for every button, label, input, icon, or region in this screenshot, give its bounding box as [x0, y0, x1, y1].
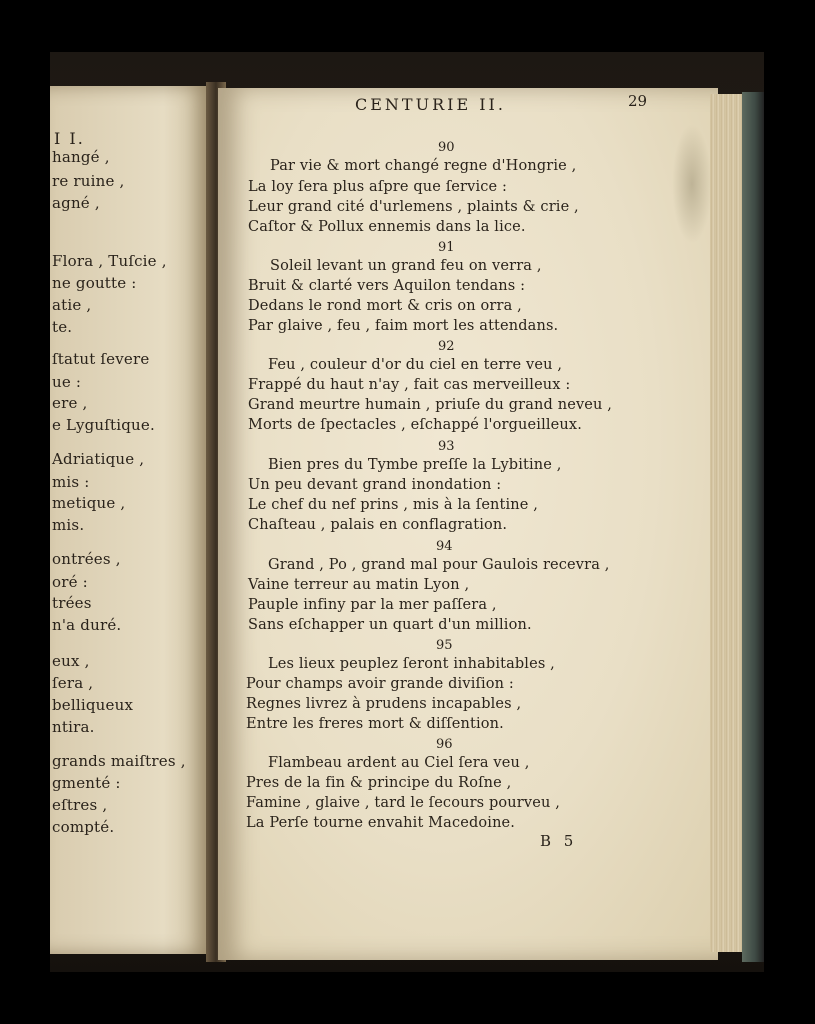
left-line: grands maiſtres ,	[52, 752, 186, 770]
quatrain-number: 95	[436, 638, 453, 653]
left-page-header: I I.	[54, 129, 85, 148]
left-line: ere ,	[52, 394, 88, 412]
quatrain-number: 96	[436, 737, 453, 752]
left-line: ne goutte :	[52, 274, 137, 292]
left-line: ue :	[52, 373, 82, 391]
left-line: gmenté :	[52, 774, 121, 792]
verse-line: Regnes livrez à prudens incapables ,	[246, 696, 522, 712]
verse-line: Grand meurtre humain , priuſe du grand neveu ,	[248, 397, 613, 413]
verse-line: Pauple infiny par la mer paſſera ,	[248, 597, 497, 613]
quatrain-number: 94	[436, 539, 453, 554]
verse-line: Grand , Po , grand mal pour Gaulois recevra ,	[268, 557, 610, 573]
verse-line: Pour champs avoir grande diviſion :	[246, 676, 514, 692]
left-line: hangé ,	[52, 148, 110, 166]
book-photograph	[50, 52, 764, 972]
left-line: ſera ,	[52, 674, 94, 692]
running-head: CENTURIE II.	[355, 95, 506, 114]
verse-line: Les lieux peuplez ſeront inhabitables ,	[268, 656, 555, 672]
left-line: te.	[52, 318, 73, 336]
left-line: ſtatut ſevere	[52, 350, 150, 368]
verse-line: Flambeau ardent au Ciel ſera veu ,	[268, 755, 530, 771]
quatrain-number: 90	[438, 140, 455, 155]
left-line: eux ,	[52, 652, 90, 670]
left-line: ontrées ,	[52, 550, 121, 568]
verse-line: Morts de ſpectacles , eſchappé l'orgueilleux.	[248, 417, 582, 433]
quatrain-number: 91	[438, 240, 455, 255]
left-line: compté.	[52, 818, 115, 836]
verse-line: La loy ſera plus aſpre que ſervice :	[248, 179, 508, 195]
verse-line: La Perſe tourne envahit Macedoine.	[246, 815, 516, 831]
verse-line: Sans eſchapper un quart d'un million.	[248, 617, 532, 633]
verse-line: Soleil levant un grand feu on verra ,	[270, 258, 542, 274]
verse-line: Leur grand cité d'urlemens , plaints & crie ,	[248, 199, 579, 215]
left-line: mis :	[52, 473, 90, 491]
book-cover-edge	[742, 92, 764, 962]
left-line: belliqueux	[52, 696, 134, 714]
verse-line: Par vie & mort changé regne d'Hongrie ,	[270, 158, 577, 174]
verse-line: Dedans le rond mort & cris on orra ,	[248, 298, 522, 314]
left-line: ntira.	[52, 718, 95, 736]
page-number: 29	[628, 92, 648, 110]
left-line: re ruine ,	[52, 172, 125, 190]
verse-line: Frappé du haut n'ay , fait cas merveilleux :	[248, 377, 571, 393]
left-line: atie ,	[52, 296, 92, 314]
left-line: mis.	[52, 516, 85, 534]
verse-line: Le chef du nef prins , mis à la ſentine ,	[248, 497, 539, 513]
left-line: e Lyguſtique.	[52, 416, 155, 434]
left-line: trées	[52, 594, 92, 612]
verse-line: Chaſteau , palais en conflagration.	[248, 517, 508, 533]
left-line: Flora , Tuſcie ,	[52, 252, 167, 270]
verse-line: Feu , couleur d'or du ciel en terre veu ,	[268, 357, 563, 373]
verse-line: Un peu devant grand inondation :	[248, 477, 502, 493]
verse-line: Vaine terreur au matin Lyon ,	[248, 577, 470, 593]
verse-line: Bien pres du Tymbe preſſe la Lybitine ,	[268, 457, 562, 473]
verse-line: Famine , glaive , tard le ſecours pourveu ,	[246, 795, 560, 811]
verse-line: Bruit & clarté vers Aquilon tendans :	[248, 278, 526, 294]
left-line: n'a duré.	[52, 616, 122, 634]
verse-line: Pres de la fin & principe du Roſne ,	[246, 775, 512, 791]
left-page	[50, 86, 212, 954]
verse-line: Entre les freres mort & diſſention.	[246, 716, 504, 732]
left-line: Adriatique ,	[52, 450, 145, 468]
left-line: oré :	[52, 573, 88, 591]
quatrain-number: 92	[438, 339, 455, 354]
left-line: agné ,	[52, 194, 100, 212]
verse-line: Caſtor & Pollux ennemis dans la lice.	[248, 219, 526, 235]
left-line: eſtres ,	[52, 796, 108, 814]
signature-mark: B 5	[540, 832, 578, 850]
verse-line: Par glaive , feu , faim mort les attendans.	[248, 318, 559, 334]
quatrain-number: 93	[438, 439, 455, 454]
left-line: metique ,	[52, 494, 126, 512]
foxing-stain	[672, 124, 712, 244]
